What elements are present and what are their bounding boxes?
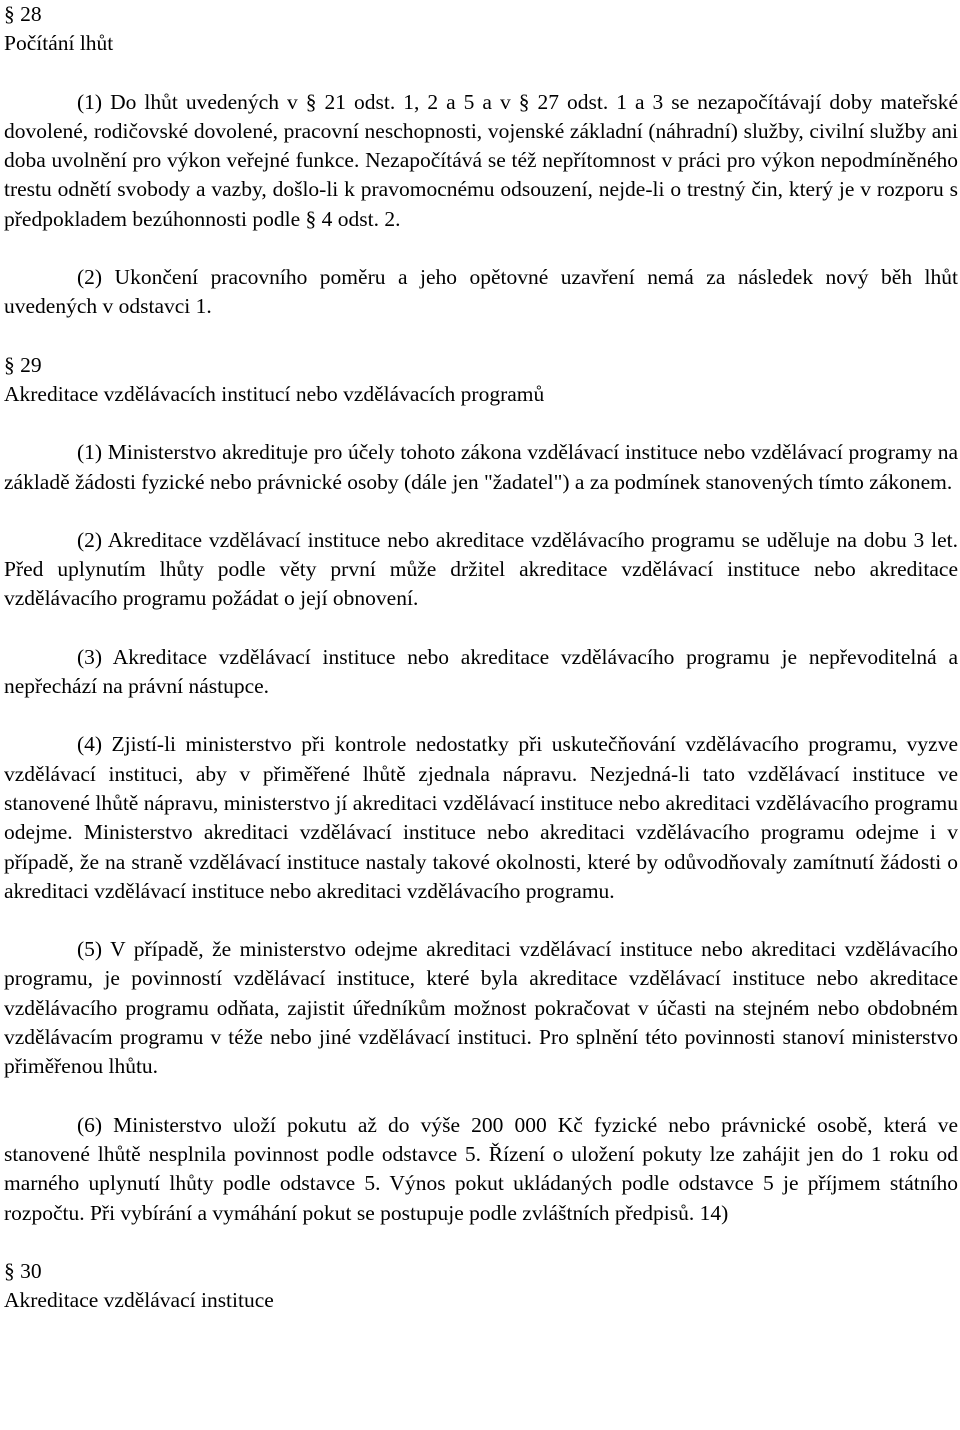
section-heading bbox=[4, 1257, 958, 1316]
paragraph: (4) Zjistí-li ministerstvo při kontrole nedostatky při uskutečňování vzdělávacího programu, vyzve vzdělávací instituci, aby v přiměřené lhůtě zjednala nápravu. Nezjedná-li tato vzdělávací instituce ve stanovené lhůtě nápravu, ministerstvo jí akreditaci vzdělávací instituce nebo akreditaci vzdělávacího programu odejme. Ministerstvo akreditaci vzdělávací instituce nebo akreditaci vzdělávacího programu odejme i v případě, že na straně vzdělávací instituce nastaly takové okolnosti, které by odůvodňovaly zamítnutí žádosti o akreditaci vzdělávací instituce nebo akreditaci vzdělávacího programu. bbox=[4, 732, 958, 903]
document-page bbox=[4, 0, 958, 1315]
paragraph: (2) Akreditace vzdělávací instituce nebo akreditace vzdělávacího programu se uděluje na dobu 3 let. Před uplynutím lhůty podle věty první může držitel akreditace vzdělávací instituce nebo akreditace vzdělávacího programu požádat o její obnovení. bbox=[4, 527, 958, 611]
paragraph: (1) Ministerstvo akredituje pro účely tohoto zákona vzdělávací instituce nebo vzdělávací programy na základě žádosti fyzické nebo právnické osoby (dále jen "žadatel") a za podmínek stanovených tímto zákonem. bbox=[4, 440, 958, 494]
section-number: § 29 bbox=[4, 352, 42, 377]
section-heading bbox=[4, 351, 958, 410]
section-heading bbox=[4, 0, 958, 59]
section-title: Akreditace vzdělávacích institucí nebo vzdělávacích programů bbox=[4, 381, 545, 406]
paragraph: (1) Do lhůt uvedených v § 21 odst. 1, 2 a 5 a v § 27 odst. 1 a 3 se nezapočítávají doby mateřské dovolené, rodičovské dovolené, pracovní neschopnosti, vojenské základní (náhradní) služby, civilní služby ani doba uvolnění pro výkon veřejné funkce. Nezapočítává se též nepřítomnost v práci pro výkon nepodmíněného trestu odnětí svobody a vazby, došlo-li k pravomocnému odsouzení, nejde-li o trestný čin, který je v rozporu s předpokladem bezúhonnosti podle § 4 odst. 2. bbox=[4, 89, 958, 231]
section-title: Počítání lhůt bbox=[4, 31, 114, 56]
section-number: § 28 bbox=[4, 2, 42, 26]
paragraph: (2) Ukončení pracovního poměru a jeho opětovné uzavření nemá za následek nový běh lhůt uvedených v odstavci 1. bbox=[4, 265, 958, 319]
section-28 bbox=[4, 0, 958, 322]
section-number: § 30 bbox=[4, 1258, 42, 1283]
section-title: Akreditace vzdělávací instituce bbox=[4, 1288, 274, 1313]
section-30 bbox=[4, 1257, 958, 1316]
section-29 bbox=[4, 351, 958, 1228]
paragraph: (5) V případě, že ministerstvo odejme akreditaci vzdělávací instituce nebo akreditaci vzdělávacího programu, je povinností vzdělávací instituce, které byla akreditace vzdělávací instituce nebo akreditace vzdělávacího programu odňata, zajistit úředníkům možnost pokračovat v účasti na stejném nebo obdobném vzdělávacím programu v téže nebo jiné vzdělávací instituci. Pro splnění této povinnosti stanoví ministerstvo přiměřenou lhůtu. bbox=[4, 937, 958, 1079]
paragraph: (3) Akreditace vzdělávací instituce nebo akreditace vzdělávacího programu je nepřevoditelná a nepřechází na právní nástupce. bbox=[4, 644, 958, 699]
paragraph: (6) Ministerstvo uloží pokutu až do výše 200 000 Kč fyzické nebo právnické osobě, která ve stanovené lhůtě nesplnila povinnost podle odstavce 5. Řízení o uložení pokuty lze zahájit jen do 1 roku od marného uplynutí lhůty podle odstavce 5. Výnos pokut ukládaných podle odstavce 5 je příjmem státního rozpočtu. Při vybírání a vymáhání pokut se postupuje podle zvláštních předpisů. 14) bbox=[4, 1112, 958, 1225]
